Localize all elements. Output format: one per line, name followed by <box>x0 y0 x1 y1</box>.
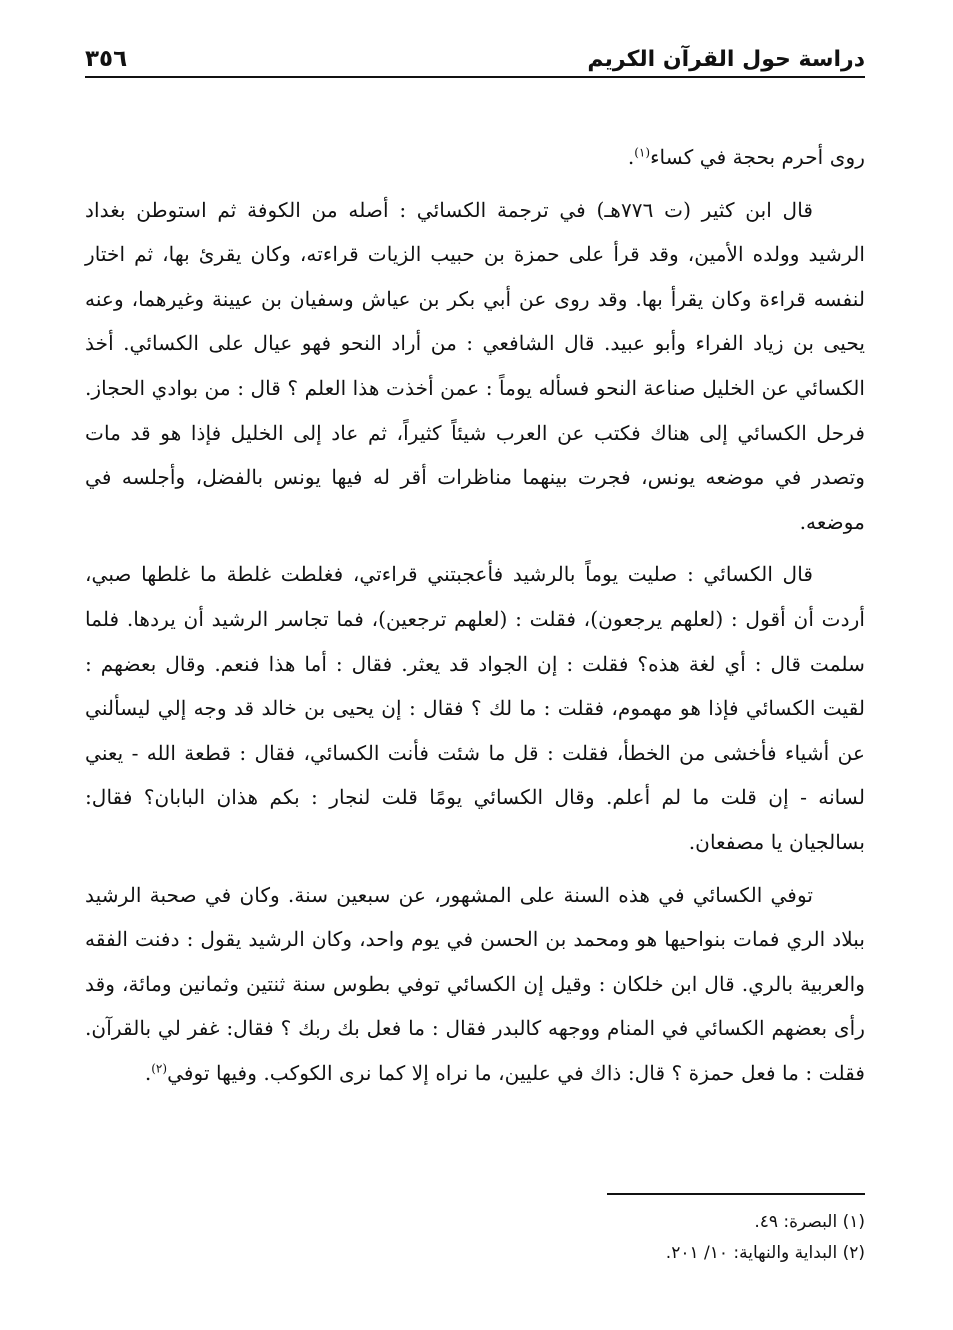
paragraph-4 <box>85 873 865 1096</box>
running-header <box>85 28 865 72</box>
paragraph-2-text: قال ابن كثير (ت ٧٧٦هـ) في ترجمة الكسائي : أصله من الكوفة ثم استوطن بغداد الرشيد وولده الأمين، وقد قرأ على حمزة بن حبيب الزيات قراءته، وكان يقرئ بها، ثم اختار لنفسه قراءة وكان يقرأ بها. وقد روى عن أبي بكر بن عياش وسفيان بن عيينة وغيرهما، وعنه يحيى بن زياد الفراء وأبو عبيد. قال الشافعي : من أراد النحو فهو عيال على الكسائي. أخذ الكسائي عن الخليل صناعة النحو فسأله يوماً : عمن أخذت هذا العلم ؟ قال : من بوادي الحجاز. فرحل الكسائي إلى هناك فكتب عن العرب شيئاً كثيراً، ثم عاد إلى الخليل فإذا هو قد مات وتصدر في موضعه يونس، فجرت بينهما مناظرات أقر له فيها يونس بالفضل، وأجلسه في موضعه. <box>85 197 865 534</box>
paragraph-4-text: توفي الكسائي في هذه السنة على المشهور، عن سبعين سنة. وكان في صحبة الرشيد ببلاد الري فمات بنواحيها هو ومحمد بن الحسن في يوم واحد، وكان الرشيد يقول : دفنت الفقه والعربية بالري. قال ابن خلكان : وقيل إن الكسائي توفي بطوس سنة ثنتين وثمانين ومائة، وقد رأى بعضهم الكسائي في المنام ووجهه كالبدر فقال : ما فعل بك ربك ؟ فقال: غفر لي بالقرآن. فقلت : ما فعل حمزة ؟ قال: ذاك في عليين، ما نراه إلا كما نرى الكوكب. وفيها توفي <box>85 882 865 1085</box>
paragraph-2 <box>85 188 865 545</box>
footnote-2: (٢) البداية والنهاية: ١٠/ ٢٠١. <box>665 1243 865 1263</box>
paragraph-3 <box>85 552 865 864</box>
paragraph-1-tail: . <box>627 145 635 169</box>
paragraph-4-tail: . <box>144 1060 152 1085</box>
paragraph-1-text: روى أحرم بحجة في كساء <box>650 145 865 169</box>
paragraph-3-text: قال الكسائي : صليت يوماً بالرشيد فأعجبتني قراءتي، فغلطت غلطة ما غلطها صبي، أردت أن أقول : (لعلهم يرجعون)، فقلت : (لعلهم ترجعين)، فما تجاسر الرشيد أن يردها. فلما سلمت قال : أي لغة هذه؟ فقلت : إن الجواد قد يعثر. فقال : أما هذا فنعم. وقال بعضهم : لقيت الكسائي فإذا هو مهموم، فقلت : ما لك ؟ فقال : إن يحيى بن خالد قد وجه إلي ليسألني عن أشياء فأخشى من الخطأ، فقلت : قل ما شئت فأنت الكسائي، فقال : قطعة الله - يعني لسانه - إن قلت ما لم أعلم. وقال الكسائي يومًا قلت لنجار : بكم هذان البابان؟ فقال: بسالجيان يا مصفعان. <box>85 562 865 854</box>
paragraph-1 <box>85 135 865 180</box>
footnote-ref-1[interactable]: (١) <box>634 145 651 160</box>
footnotes <box>85 1207 865 1269</box>
footnote-1: (١) البصرة: ٤٩. <box>754 1212 865 1232</box>
footnote-rule <box>607 1193 865 1195</box>
page-number: ٣٥٦ <box>85 46 128 72</box>
body-text <box>85 135 865 1103</box>
header-rule <box>85 76 865 78</box>
running-title: دراسة حول القرآن الكريم <box>587 47 865 72</box>
footnote-ref-2[interactable]: (٢) <box>151 1061 168 1076</box>
